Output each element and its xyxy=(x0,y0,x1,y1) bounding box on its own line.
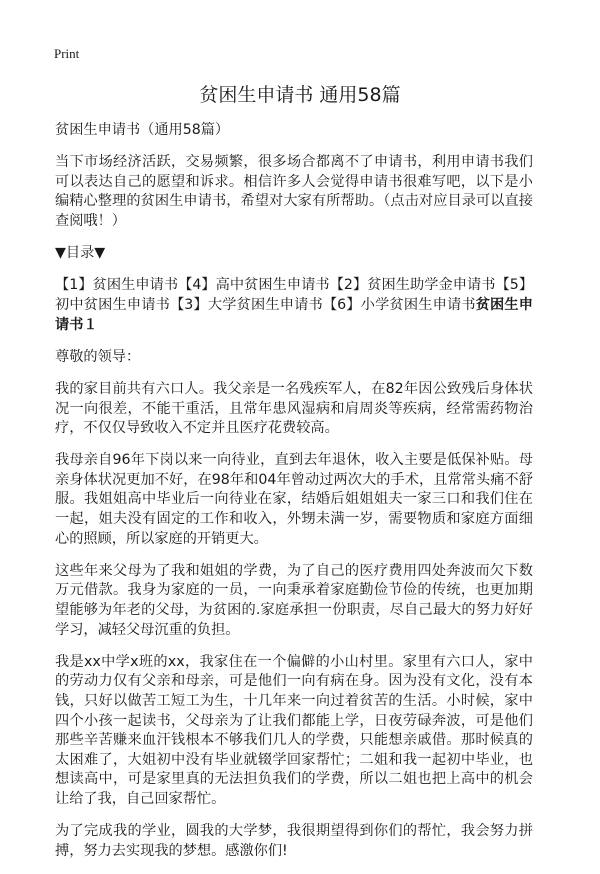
body-paragraph: 为了完成我的学业，圆我的大学梦，我很期望得到你们的帮忙，我会努力拼搏，努力去实现我的梦想。感激你们! xyxy=(55,823,533,859)
toc-link[interactable]: 【3】大学贫困生申请书 xyxy=(169,296,323,313)
section-heading: 贫困生申请书１ xyxy=(55,296,533,333)
body-paragraph: 这些年来父母为了我和姐姐的学费，为了自己的医疗费用四处奔波而欠下数万元借款。我身为家庭的一员，一向秉承着家庭勤俭节俭的传统，也更加期望能够为年老的父母，为贫困的.家庭承担一份职责，尽自己最大的努力好好学习，减轻父母沉重的负担。 xyxy=(55,562,533,638)
toc-link[interactable]: 【2】贫困生助学金申请书 xyxy=(329,277,496,294)
subtitle: 贫困生申请书（通用58篇） xyxy=(55,122,230,138)
toc-link[interactable]: 【4】高中贫困生申请书 xyxy=(178,277,330,294)
page-title: 贫困生申请书 通用58篇 xyxy=(199,84,401,106)
toc-link[interactable]: 【6】小学贫困生申请书 xyxy=(322,296,476,313)
table-of-contents xyxy=(55,276,533,335)
salutation: 尊敬的领导： xyxy=(55,348,141,365)
toc-link[interactable]: 【5】初中贫困生申请书 xyxy=(55,277,534,313)
intro-paragraph: 当下市场经济活跃，交易频繁，很多场合都离不了申请书，利用申请书我们可以表达自己的愿望和诉求。相信许多人会觉得申请书很难写吧，以下是小编精心整理的贫困生申请书，希望对大家有所帮助。（点击对应目录可以直接查阅哦！） xyxy=(55,154,533,229)
body-paragraph: 我母亲自96年下岗以来一向待业，直到去年退休，收入主要是低保补贴。母亲身体状况更加不好，在98年和04年曾动过两次大的手术，且常常头痛不舒服。我姐姐高中毕业后一向待业在家，结婚后姐姐姐夫一家三口和我们住在一起，姐夫没有固定的工作和收入，外甥未满一岁，需要物质和家庭方面细心的照顾，所以家庭的开销更大。 xyxy=(55,452,533,547)
body-paragraph: 我的家目前共有六口人。我父亲是一名残疾军人，在82年因公致残后身体状况一向很差，不能干重活，且常年患风湿病和肩周炎等疾病，经常需药物治疗，不仅仅导致收入不定并且医疗花费较高。 xyxy=(55,380,533,437)
document-body xyxy=(55,121,533,874)
body-paragraph: 我是xx中学x班的xx，我家住在一个偏僻的小山村里。家里有六口人，家中的劳动力仅有父亲和母亲，可是他们一向有病在身。因为没有文化，没有本钱，只好以做苦工短工为生，十几年来一向过着贫苦的生活。小时候，家中四个小孩一起读书，父母亲为了让我们都能上学，日夜劳碌奔波，可是他们那些辛苦赚来血汗钱根本不够我们几人的学费，只能想亲戚借。那时候真的太困难了，大姐初中没有毕业就辍学回家帮忙；二姐和我一起初中毕业，也想读高中，可是家里真的无法担负我们的学费，所以二姐也把上高中的机会让给了我，自己回家帮忙。 xyxy=(55,653,533,807)
toc-link[interactable]: 【1】贫困生申请书 xyxy=(55,277,179,294)
toc-heading: ▼目录▼ xyxy=(55,245,106,262)
print-link[interactable]: Print xyxy=(54,46,80,61)
